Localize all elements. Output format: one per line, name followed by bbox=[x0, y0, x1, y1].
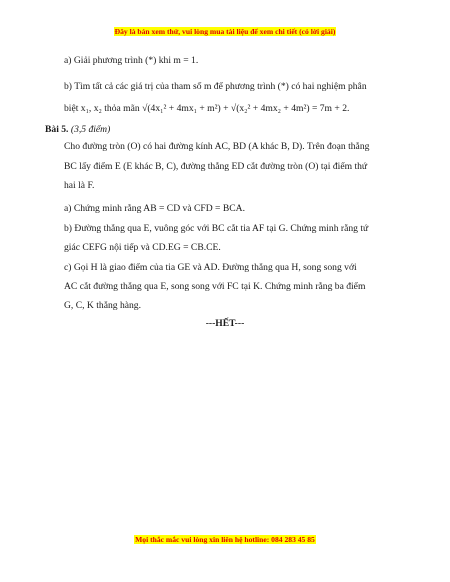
hotline-banner: Mọi thắc mắc vui lòng xin liên hệ hotline: 084 283 45 85 bbox=[135, 535, 315, 544]
problem5-part-b-2: giác CEFG nội tiếp và CD.EG = CB.CE. bbox=[64, 242, 221, 253]
question-b-line-2: biệt x₁, x₂ thỏa mãn √(4x₁² + 4mx₁ + m²) + √(x₂² + 4mx₂ + 4m²) = 7m + 2. bbox=[64, 103, 350, 114]
question-a-line: a) Giải phương trình (*) khi m = 1. bbox=[64, 55, 199, 66]
preview-notice-banner: Đây là bản xem thử, vui lòng mua tài liệu để xem chi tiết (có lời giải) bbox=[114, 27, 336, 36]
problem5-part-b-1: b) Đường thẳng qua E, vuông góc với BC cắt tia AF tại G. Chứng minh rằng tứ bbox=[64, 223, 369, 234]
end-marker: ---HẾT--- bbox=[205, 318, 245, 329]
question-b-line-1: b) Tìm tất cả các giá trị của tham số m để phương trình (*) có hai nghiệm phân bbox=[64, 81, 367, 92]
problem5-heading bbox=[45, 124, 110, 136]
problem5-part-a: a) Chứng minh rằng AB = CD và CFD = BCA. bbox=[64, 203, 245, 214]
problem5-body-1: Cho đường tròn (O) có hai đường kính AC, BD (A khác B, D). Trên đoạn thẳng bbox=[64, 141, 370, 152]
problem5-part-c-3: G, C, K thẳng hàng. bbox=[64, 300, 142, 311]
problem5-points: (3,5 điểm) bbox=[70, 124, 111, 135]
problem5-part-c-2: AC cắt đường thẳng qua E, song song với FC tại K. Chứng minh rằng ba điểm bbox=[64, 281, 366, 292]
problem5-body-2: BC lấy điểm E (E khác B, C), đường thẳng ED cắt đường tròn (O) tại điểm thứ bbox=[64, 161, 368, 172]
problem5-body-3: hai là F. bbox=[64, 180, 95, 191]
problem5-title: Bài 5. bbox=[45, 124, 69, 135]
problem5-part-c-1: c) Gọi H là giao điểm của tia GE và AD. Đường thẳng qua H, song song với bbox=[64, 262, 357, 273]
